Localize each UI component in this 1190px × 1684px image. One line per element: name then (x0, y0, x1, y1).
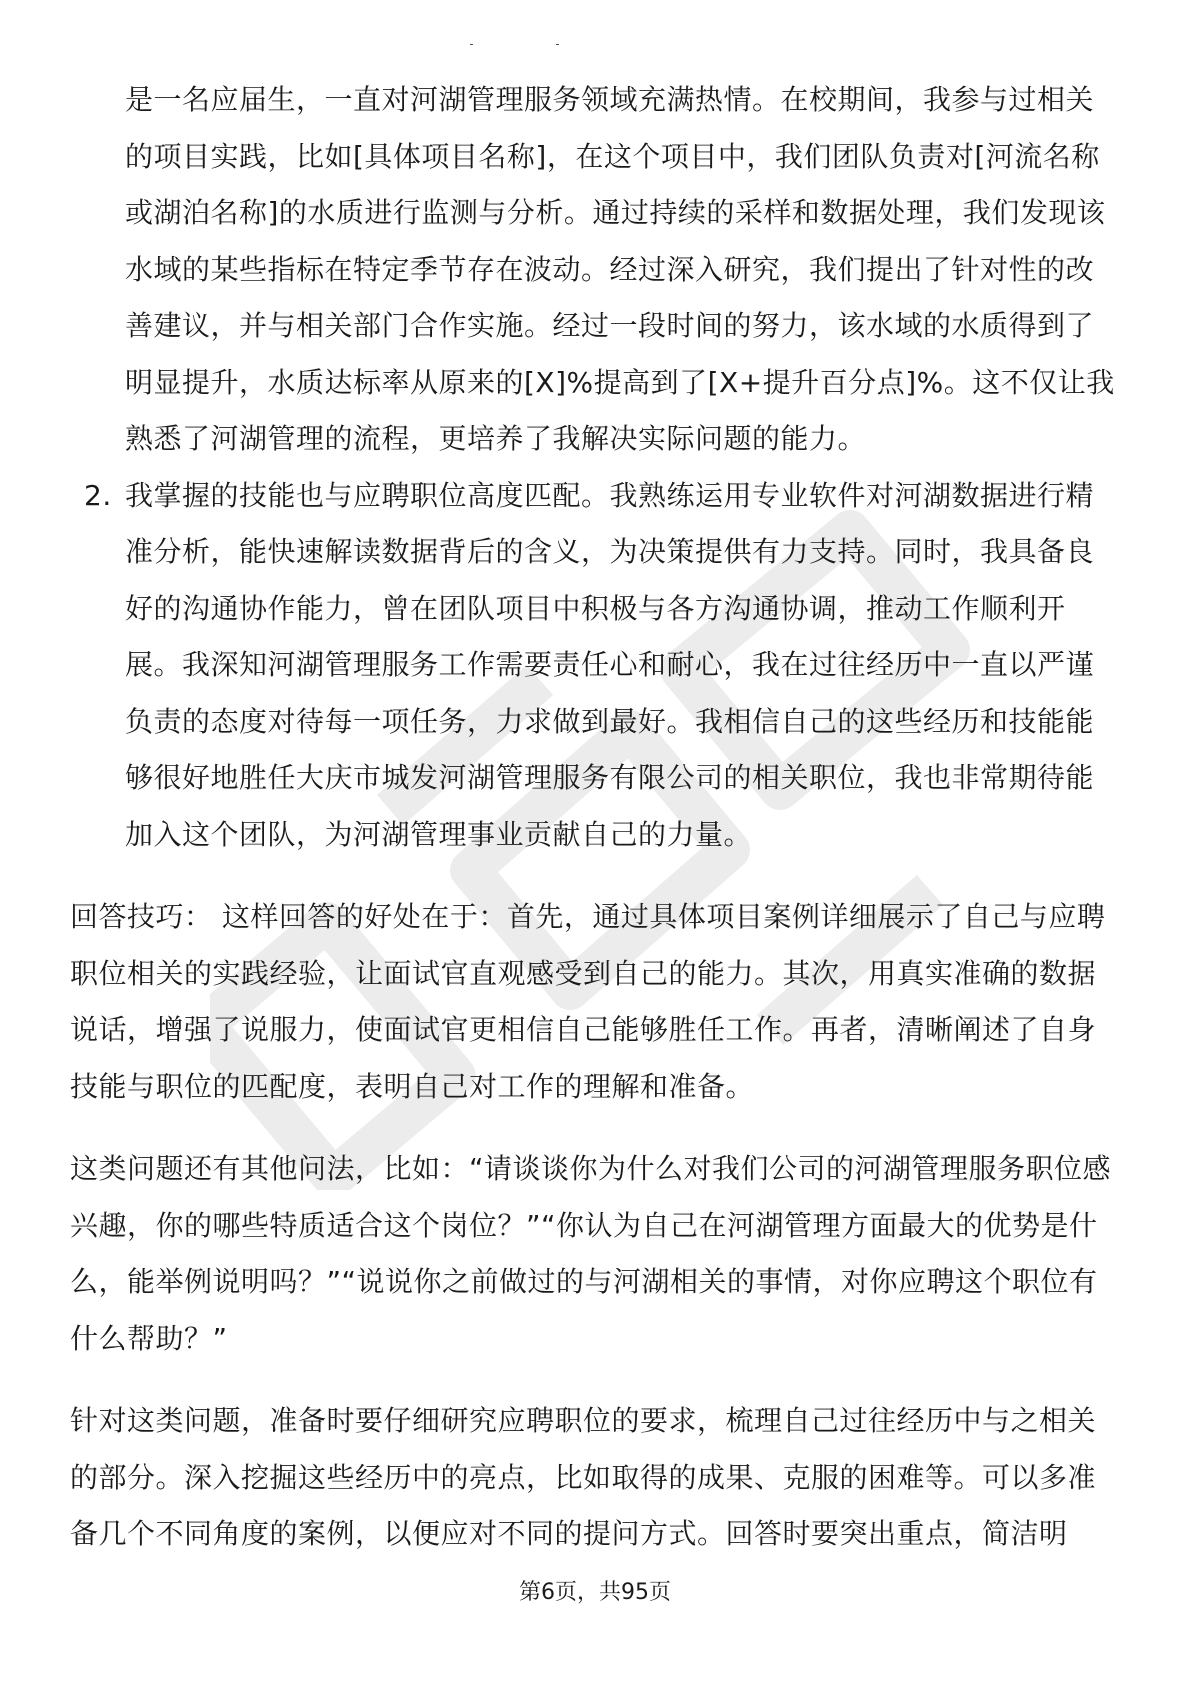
other-questions-paragraph: 这类问题还有其他问法，比如：“请谈谈你为什么对我们公司的河湖管理服务职位感兴趣，你的哪些特质适合这个岗位？”“你认为自己在河湖管理方面最大的优势是什么，能举例说明吗？”“说说你之前做过的与河湖相关的事情，对你应聘这个职位有什么帮助？” (70, 1152, 1112, 1355)
top-tick-left (470, 44, 473, 53)
page-footer: 第6页，共95页 (519, 1580, 671, 1605)
list-item-2 (70, 468, 1120, 864)
list-item-number: 2. (84, 478, 112, 512)
top-fragment (470, 44, 600, 54)
document-content (70, 72, 1120, 1563)
list-item-text: 我掌握的技能也与应聘职位高度匹配。我熟练运用专业软件对河湖数据进行精准分析，能快速解读数据背后的含义，为决策提供有力支持。同时，我具备良好的沟通协作能力，曾在团队项目中积极与各方沟通协调，推动工作顺利开展。我深知河湖管理服务工作需要责任心和耐心，我在过往经历中一直以严谨负责的态度对待每一项任务，力求做到最好。我相信自己的这些经历和技能能够很好地胜任大庆市城发河湖管理服务有限公司的相关职位，我也非常期待能加入这个团队，为河湖管理事业贡献自己的力量。 (125, 478, 1095, 851)
top-tick-right (556, 44, 559, 53)
advice-paragraph: 针对这类问题，准备时要仔细研究应聘职位的要求，梳理自己过往经历中与之相关的部分。深入挖掘这些经历中的亮点，比如取得的成果、克服的困难等。可以多准备几个不同角度的案例，以便应对不同的提问方式。回答时要突出重点，简洁明 (70, 1404, 1097, 1550)
continuation-paragraph: 是一名应届生，一直对河湖管理服务领域充满热情。在校期间，我参与过相关的项目实践，比如[具体项目名称]，在这个项目中，我们团队负责对[河流名称或湖泊名称]的水质进行监测与分析。通过持续的采样和数据处理，我们发现该水域的某些指标在特定季节存在波动。经过深入研究，我们提出了针对性的改善建议，并与相关部门合作实施。经过一段时间的努力，该水域的水质得到了明显提升，水质达标率从原来的[X]%提高到了[X+提升百分点]%。这不仅让我熟悉了河湖管理的流程，更培养了我解决实际问题的能力。 (125, 83, 1115, 455)
tips-paragraph: 回答技巧： 这样回答的好处在于：首先，通过具体项目案例详细展示了自己与应聘职位相关的实践经验，让面试官直观感受到自己的能力。其次，用真实准确的数据说话，增强了说服力，使面试官更相信自己能够胜任工作。再者，清晰阐述了自身技能与职位的匹配度，表明自己对工作的理解和准备。 (70, 900, 1106, 1103)
